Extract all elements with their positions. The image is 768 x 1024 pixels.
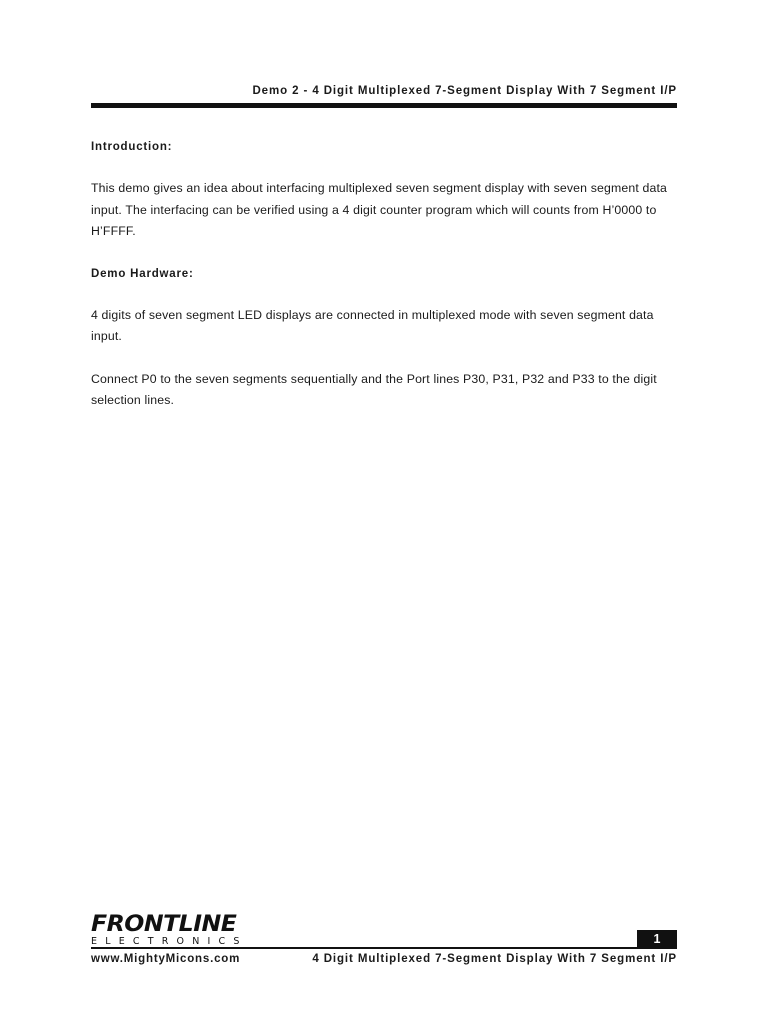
demo-hardware-heading: Demo Hardware: bbox=[91, 267, 194, 280]
page-number: 1 bbox=[637, 930, 677, 948]
introduction-heading: Introduction: bbox=[91, 141, 173, 153]
introduction-paragraph: This demo gives an idea about interfacing multiplexed seven segment display with seven segment data input. The interfacing can be verified using a 4 digit counter program which will counts from H’0000 to H’FFFF. bbox=[91, 181, 668, 238]
logo-subtitle: ELECTRONICS bbox=[91, 936, 248, 947]
footer-title: 4 Digit Multiplexed 7-Segment Display With 7 Segment I/P bbox=[312, 953, 677, 965]
frontline-logo bbox=[91, 911, 248, 947]
demo-hardware-paragraph-1: 4 digits of seven segment LED displays are connected in multiplexed mode with seven segment data input. bbox=[91, 307, 654, 343]
footer-url[interactable]: www.MightyMicons.com bbox=[91, 953, 241, 965]
demo-hardware-paragraph-2: Connect P0 to the seven segments sequentially and the Port lines P30, P31, P32 and P33 to the digit selection lines. bbox=[91, 371, 657, 407]
footer-rule bbox=[91, 947, 677, 949]
header-rule bbox=[91, 103, 677, 108]
header-title: Demo 2 - 4 Digit Multiplexed 7-Segment Display With 7 Segment I/P bbox=[252, 85, 677, 97]
logo-wordmark: FRONTLINE bbox=[91, 911, 237, 937]
page-content bbox=[91, 137, 679, 412]
